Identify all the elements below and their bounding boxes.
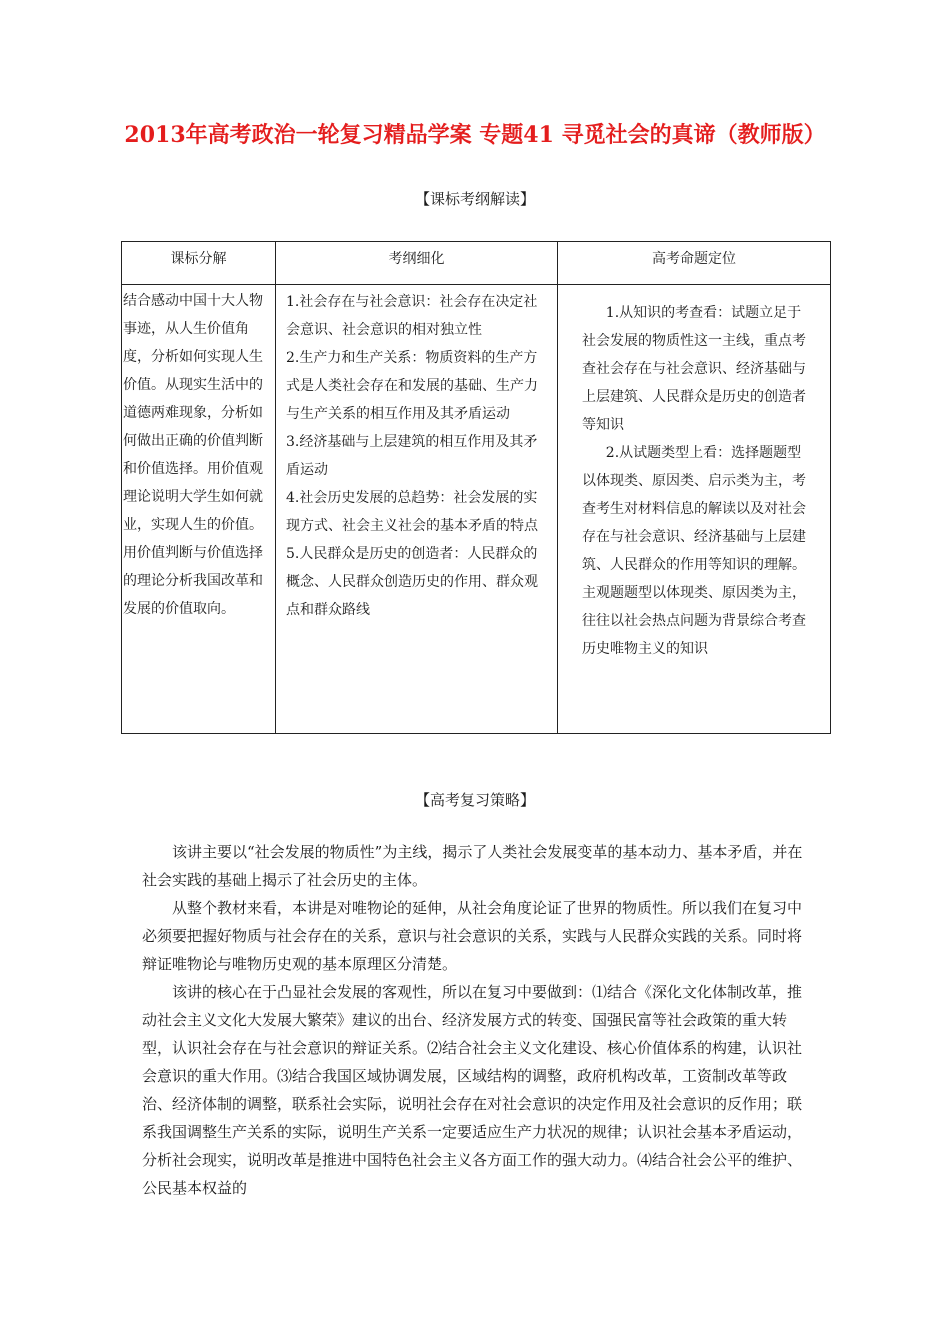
cell-syllabus-detail — [276, 285, 558, 734]
strategy-paragraph: 该讲的核心在于凸显社会发展的客观性，所以在复习中要做到：⑴结合《深化文化体制改革，推动社会主义文化大发展大繁荣》建议的出台、经济发展方式的转变、国强民富等社会政策的重大转型，认识社会存在与社会意识的辩证关系。⑵结合社会主义文化建设、核心价值体系的构建，认识社会意识的重大作用。⑶结合我国区域协调发展，区域结构的调整，政府机构改革，工资制改革等政治、经济体制的调整，联系社会实际，说明社会存在对社会意识的决定作用及社会意识的反作用；联系我国调整生产关系的实际，说明生产关系一定要适应生产力状况的规律；认识社会基本矛盾运动，分析社会现实，说明改革是推进中国特色社会主义各方面工作的强大动力。⑷结合社会公平的维护、公民基本权益的 — [142, 983, 803, 1197]
header-exam-positioning: 高考命题定位 — [558, 242, 831, 285]
document-title: 2013年高考政治一轮复习精品学案 专题41 寻觅社会的真谛（教师版） — [124, 122, 826, 148]
syllabus-item: 4.社会历史发展的总趋势：社会发展的实现方式、社会主义社会的基本矛盾的特点 — [286, 490, 538, 534]
strategy-body — [142, 838, 810, 1202]
section-heading-outline: 【课标考纲解读】 — [414, 190, 535, 208]
section-heading-strategy: 【高考复习策略】 — [414, 791, 535, 809]
strategy-paragraph: 从整个教材来看，本讲是对唯物论的延伸，从社会角度论证了世界的物质性。所以我们在复习中必须要把握好物质与社会存在的关系，意识与社会意识的关系，实践与人民群众实践的关系。同时将辩证唯物论与唯物历史观的基本原理区分清楚。 — [142, 899, 803, 973]
cell-exam-positioning — [558, 285, 831, 734]
curriculum-text: 结合感动中国十大人物事迹，从人生价值角度，分析如何实现人生价值。从现实生活中的道德两难现象，分析如何做出正确的价值判断和价值选择。用价值观理论说明大学生如何就业，实现人生的价值。用价值判断与价值选择的理论分析我国改革和发展的价值取向。 — [123, 293, 263, 617]
syllabus-item: 3.经济基础与上层建筑的相互作用及其矛盾运动 — [286, 434, 538, 478]
header-syllabus-detail: 考纲细化 — [276, 242, 558, 285]
positioning-item: 1.从知识的考查看：试题立足于社会发展的物质性这一主线，重点考查社会存在与社会意识、经济基础与上层建筑、人民群众是历史的创造者等知识 — [582, 305, 806, 433]
header-curriculum-breakdown: 课标分解 — [122, 242, 276, 285]
syllabus-item: 1.社会存在与社会意识：社会存在决定社会意识、社会意识的相对独立性 — [286, 294, 538, 338]
cell-curriculum-breakdown — [122, 285, 276, 734]
syllabus-item: 5.人民群众是历史的创造者：人民群众的概念、人民群众创造历史的作用、群众观点和群众路线 — [286, 546, 538, 618]
positioning-item: 2.从试题类型上看：选择题题型以体现类、原因类、启示类为主，考查考生对材料信息的解读以及对社会存在与社会意识、经济基础与上层建筑、人民群众的作用等知识的理解。主观题题型以体现类、原因类为主，往往以社会热点问题为背景综合考查历史唯物主义的知识 — [582, 445, 806, 657]
strategy-paragraph: 该讲主要以“社会发展的物质性”为主线，揭示了人类社会发展变革的基本动力、基本矛盾，并在社会实践的基础上揭示了社会历史的主体。 — [142, 843, 803, 889]
syllabus-item: 2.生产力和生产关系：物质资料的生产方式是人类社会存在和发展的基础、生产力与生产关系的相互作用及其矛盾运动 — [286, 350, 538, 422]
table-row — [122, 285, 831, 734]
outline-table — [121, 241, 831, 734]
table-header-row — [122, 242, 831, 285]
